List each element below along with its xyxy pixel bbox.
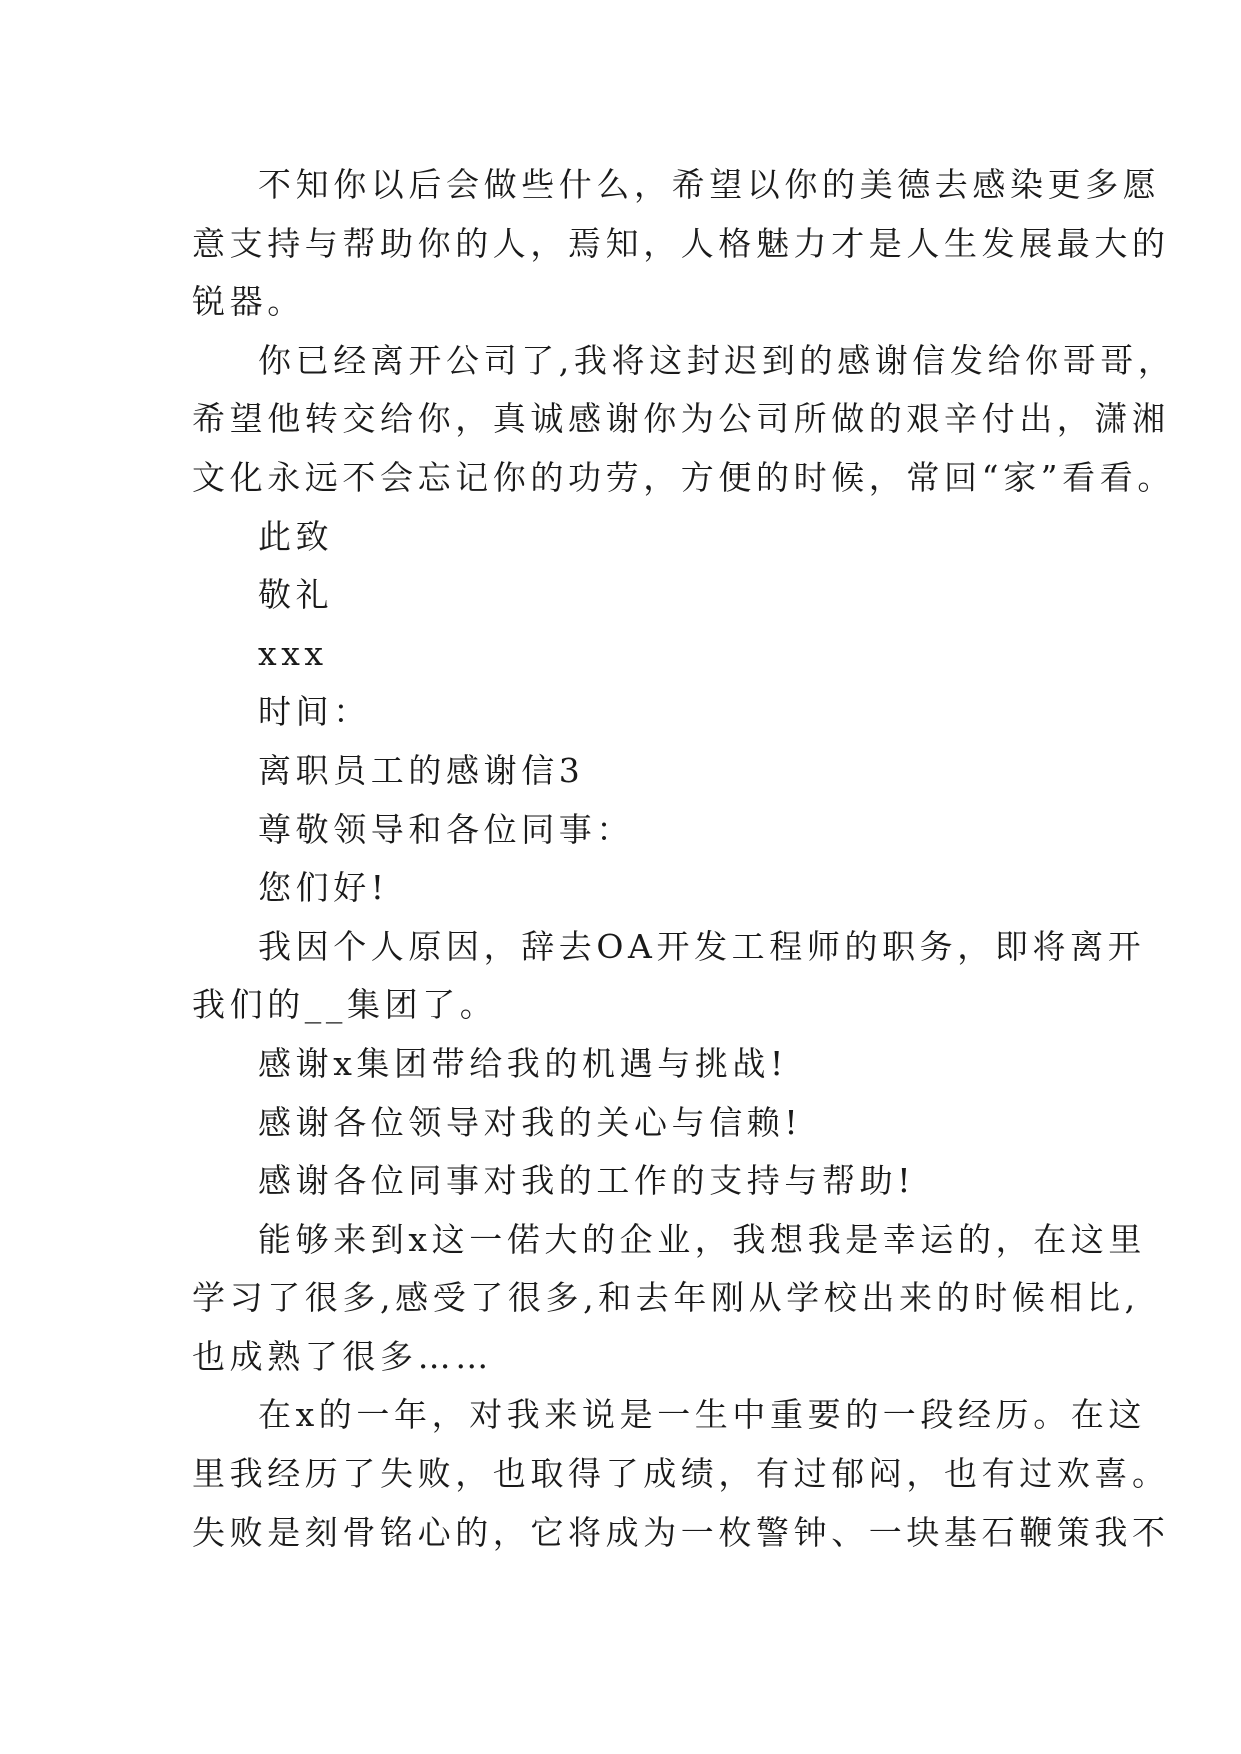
text-line: 在x的一年，对我来说是一生中重要的一段经历。在这 [258, 1395, 1147, 1435]
text-line: 离职员工的感谢信3 [258, 750, 585, 790]
text-line: 感谢各位领导对我的关心与信赖! [258, 1102, 803, 1142]
text-line: 时间： [258, 692, 371, 732]
text-line: 失败是刻骨铭心的，它将成为一枚警钟、一块基石鞭策我不 [192, 1512, 1170, 1552]
text-line: 也成熟了很多…… [192, 1336, 493, 1376]
text-line: 你已经离开公司了,我将这封迟到的感谢信发给你哥哥， [258, 340, 1176, 380]
text-line: 希望他转交给你，真诚感谢你为公司所做的艰辛付出，潇湘 [192, 399, 1170, 439]
text-line: 意支持与帮助你的人，焉知，人格魅力才是人生发展最大的 [192, 223, 1170, 263]
text-line: 锐器。 [192, 282, 305, 322]
salutation-cizhi [192, 508, 1072, 567]
text-line: 感谢x集团带给我的机遇与挑战! [258, 1043, 788, 1083]
section-title [192, 742, 1072, 801]
paragraph-resignation [192, 918, 1146, 1035]
signature-name [192, 625, 1072, 684]
text-line: 不知你以后会做些什么，希望以你的美德去感染更多愿 [258, 165, 1161, 204]
text-line: 里我经历了失败，也取得了成绩，有过郁闷，也有过欢喜。 [192, 1454, 1170, 1494]
text-line: 我们的__集团了。 [192, 985, 498, 1025]
text-line: 此致 [258, 516, 334, 556]
thanks-group [192, 1035, 1072, 1094]
signature-date [192, 683, 1072, 742]
paragraph-experience [192, 1386, 1170, 1562]
letter-body [192, 156, 1176, 1562]
text-line: xxx [258, 633, 328, 673]
greeting-hello [192, 859, 1072, 918]
greeting-addressee [192, 801, 1072, 860]
text-line: 能够来到x这一偌大的企业，我想我是幸运的，在这里 [258, 1219, 1147, 1259]
paragraph-fortunate [192, 1211, 1147, 1387]
text-line: 敬礼 [258, 575, 334, 615]
paragraph-thanks [192, 332, 1176, 508]
text-line: 学习了很多,感受了很多,和去年刚从学校出来的时候相比, [192, 1278, 1140, 1318]
text-line: 感谢各位同事对我的工作的支持与帮助! [258, 1161, 916, 1201]
salutation-jingli [192, 566, 1072, 625]
paragraph-closing-wish [192, 156, 1170, 332]
text-line: 您们好! [258, 868, 389, 908]
text-line: 我因个人原因，辞去OA开发工程师的职务，即将离开 [258, 926, 1146, 966]
text-line: 文化永远不会忘记你的功劳，方便的时候，常回“家”看看。 [192, 457, 1175, 497]
thanks-leaders [192, 1094, 1072, 1153]
thanks-colleagues [192, 1152, 1072, 1211]
text-line: 尊敬领导和各位同事： [258, 809, 634, 849]
